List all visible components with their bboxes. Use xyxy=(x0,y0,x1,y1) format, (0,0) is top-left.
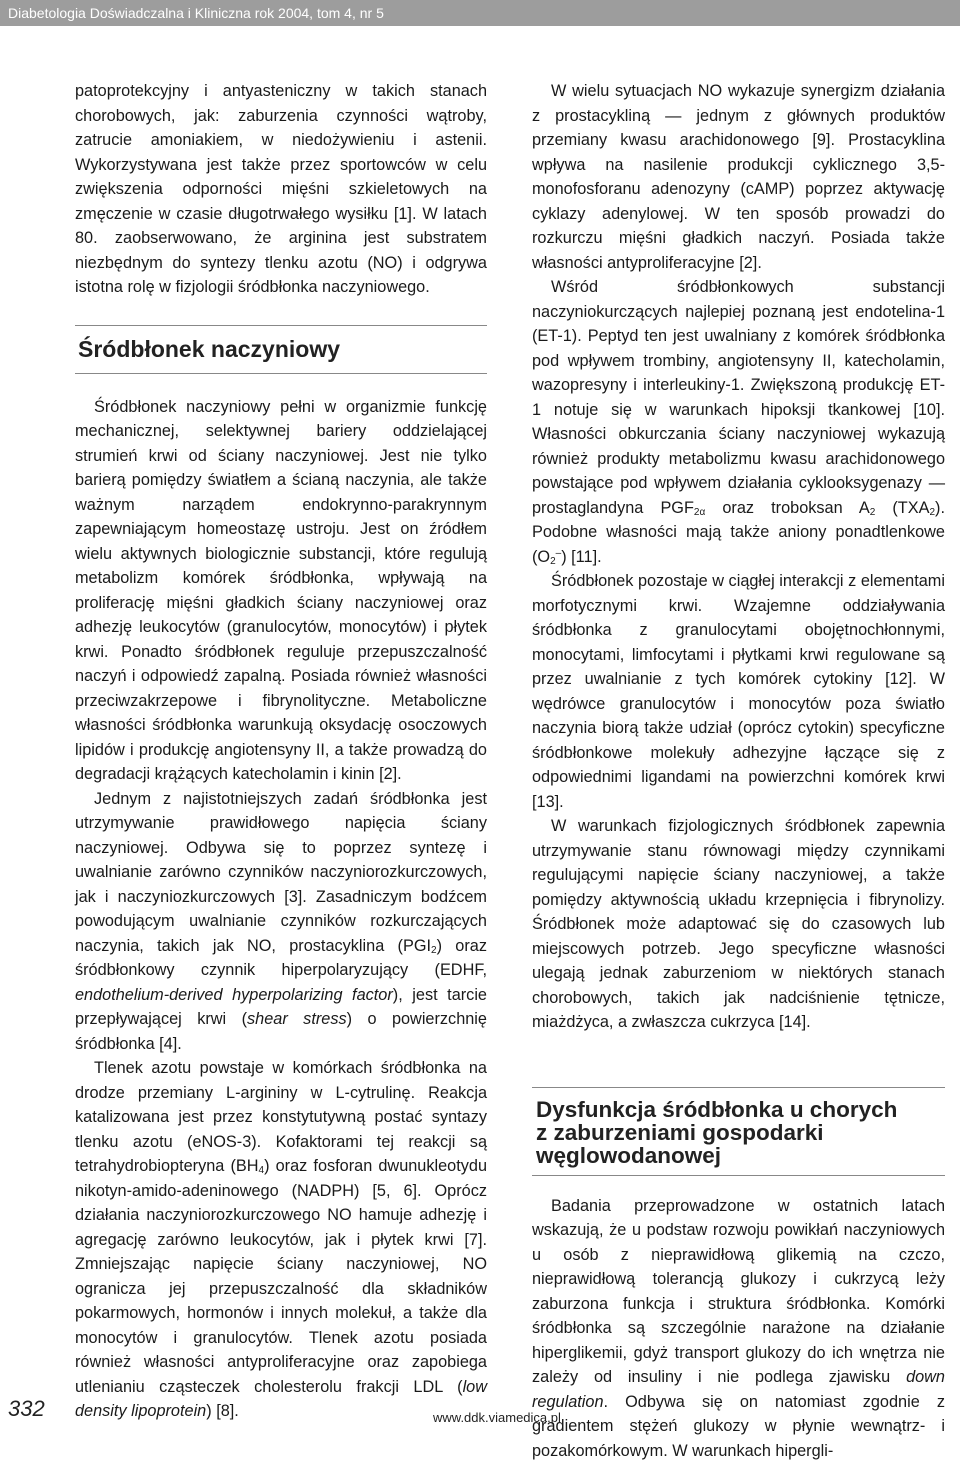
journal-citation: Diabetologia Doświadczalna i Kliniczna rok 2004, tom 4, nr 5 xyxy=(8,0,384,26)
paragraph: Tlenek azotu powstaje w komórkach śródbłonka na drodze przemiany L-argininy w L-cytrulinę. Reakcja katalizowana jest przez konstytutywną postać syntazy tlenku azotu (eNOS-3). Kofaktorami tej reakcji są tetrahydrobiopteryna $(BH_4)$ oraz fosforan dwunukleotydu nikotyn-amido-adeninowego (NADPH) [5, 6]. Oprócz działania naczyniorozkurczowego NO hamuje adhezję i agregację zarówno leukocytów, jak i płytek krwi [7]. Zmniejszając napięcie ściany naczyniowej, NO ogranicza jej przepuszczalność dla składników pokarmowych, hormonów i innych molekuł, a także dla monocytów i granulocytów. Tlenek azotu posiada również własności antyproliferacyjne oraz zapobiega utlenianiu cząsteczek cholesterolu frakcji LDL (low density lipoprotein) [8]. xyxy=(75,1056,487,1424)
paragraph: Wśród śródbłonkowych substancji naczyniokurczących najlepiej poznaną jest endotelina-1 (ET-1). Peptyd ten jest uwalniany z komórek śródbłonka pod wpływem trombiny, angiotensyny II, katecholamin, wazopresyny i interleukiny-1. Zwiększoną produkcję ET-1 notuje się w warunkach hipoksji tkankowej [10]. Własności obkurczania ściany naczyniowej wykazują również produkty metabolizmu kwasu arachidonowego powstające pod wpływem działania cyklooksygenazy — prostaglandyna $PGF_{2\alpha}$ oraz troboksan $A_2$ $(TXA_2)$. Podobne własności mają także aniony ponadtlenkowe $(O_2^-)$ [11]. xyxy=(532,275,945,569)
paragraph: Śródbłonek pozostaje w ciągłej interakcji z elementami morfotycznymi krwi. Wzajemne oddziaływania śródbłonka z granulocytami obojętnochłonnymi, monocytami, limfocytami i płytkami krwi regulowane są przez uwalnianie z tych komórek cytokiny [12]. W wędrówce granulocytów i monocytów poza światło naczynia biorą także udział (oprócz cytokin) specyficzne śródbłonkowe molekuły adhezyjne łączące się z odpowiednimi ligandami na powierzchni komórek krwi [13]. xyxy=(532,569,945,814)
journal-header-bar xyxy=(0,0,960,26)
paragraph: Śródbłonek naczyniowy pełni w organizmie funkcję mechanicznej, selektywnej bariery oddzielającej strumień krwi od ściany naczyniowej. Jest nie tylko barierą pomiędzy światłem a ścianą naczynia, ale także ważnym narządem endokrynno-parakrynnym zapewniającym homeostazę ustroju. Jest on źródłem wielu aktywnych biologicznie substancji, które regulują metabolizm komórek śródbłonka, wpływają na proliferację mięśni gładkich ściany naczyniowej oraz adhezję leukocytów (granulocytów, monocytów) i płytek krwi. Ponadto śródbłonek reguluje przepuszczalność naczyń i odpowiedź zapalną. Posiada również własności przeciwzakrzepowe i fibrynolityczne. Metaboliczne własności śródbłonka warunkują oksydację osoczowych lipidów i produkcję angiotensyny II, a także prowadzą do degradacji krążących katecholamin i kinin [2]. xyxy=(75,395,487,787)
left-column xyxy=(75,79,487,1424)
right-column xyxy=(532,79,945,1463)
paragraph: W wielu sytuacjach NO wykazuje synergizm działania z prostacykliną — jednym z głównych produktów przemiany kwasu arachidonowego [9]. Prostacyklina wpływa na nasilenie produkcji cyklicznego 3,5-monofosforanu adenozyny (cAMP) poprzez aktywację cyklazy adenylowej. W ten sposób prowadzi do rozkurczu mięśni gładkich naczyń. Posiada także własności antyproliferacyjne [2]. xyxy=(532,79,945,275)
paragraph: Jednym z najistotniejszych zadań śródbłonka jest utrzymywanie prawidłowego napięcia ściany naczyniowej. Odbywa się to poprzez syntezę i uwalnianie zarówno czynników naczyniorozkurczowych, jak i naczyniozkurczowych [3]. Zasadniczym bodźcem powodującym uwalnianie czynników rozkurczających naczynia, takich jak NO, prostacyklina $(PGI_2)$ oraz śródbłonkowy czynnik hiperpolaryzujący (EDHF, endothelium-derived hyperpolarizing factor), jest tarcie przepływającej krwi (shear stress) o powierzchnię śródbłonka [4]. xyxy=(75,787,487,1057)
section-heading-dysfunction: Dysfunkcja śródbłonka u chorych z zaburzeniami gospodarki węglowodanowej xyxy=(532,1087,945,1176)
page-number: 332 xyxy=(8,1396,45,1422)
paragraph: patoprotekcyjny i antyasteniczny w takich stanach chorobowych, jak: zaburzenia czynności wątroby, zatrucie amoniakiem, w niedożywieniu i astenii. Wykorzystywana jest także przez sportowców w celu zwiększenia odporności mięśni szkieletowych na zmęczenie w czasie długotrwałego wysiłku [1]. W latach 80. zaobserwowano, że arginina jest substratem niezbędnym do syntezy tlenku azotu (NO) i odgrywa istotna rolę w fizjologii śródbłonka naczyniowego. xyxy=(75,79,487,300)
footer-url: www.ddk.viamedica.pl xyxy=(433,1410,561,1425)
section-heading-endothelium: Śródbłonek naczyniowy xyxy=(75,325,487,374)
paragraph: Badania przeprowadzone w ostatnich latach wskazują, że u podstaw rozwoju powikłań naczyniowych u osób z nieprawidłową glikemią na czczo, nieprawidłową tolerancją glukozy i cukrzycą leży zaburzona funkcja i struktura śródbłonka. Komórki śródbłonka są szczególnie narażone na działanie hiperglikemii, gdyż transport glukozy do ich wnętrza nie zależy od insuliny i nie podlega zjawisku down regulation. Odbywa się on natomiast zgodnie z gradientem stężeń glukozy w płynie wewnątrz- i pozakomórkowym. W warunkach hipergli- xyxy=(532,1194,945,1463)
paragraph: W warunkach fizjologicznych śródbłonek zapewnia utrzymywanie stanu równowagi między czynnikami regulującymi napięcie ściany naczyniowej, a także pomiędzy aktywnością układu krzepnięcia i fibrynolizy. Śródbłonek może adaptować się do czasowych lub miejscowych potrzeb. Jego specyficzne własności ulegają jednak zaburzeniom w niektórych stanach chorobowych, takich jak nadciśnienie tętnicze, miażdżyca, a zwłaszcza cukrzyca [14]. xyxy=(532,814,945,1035)
